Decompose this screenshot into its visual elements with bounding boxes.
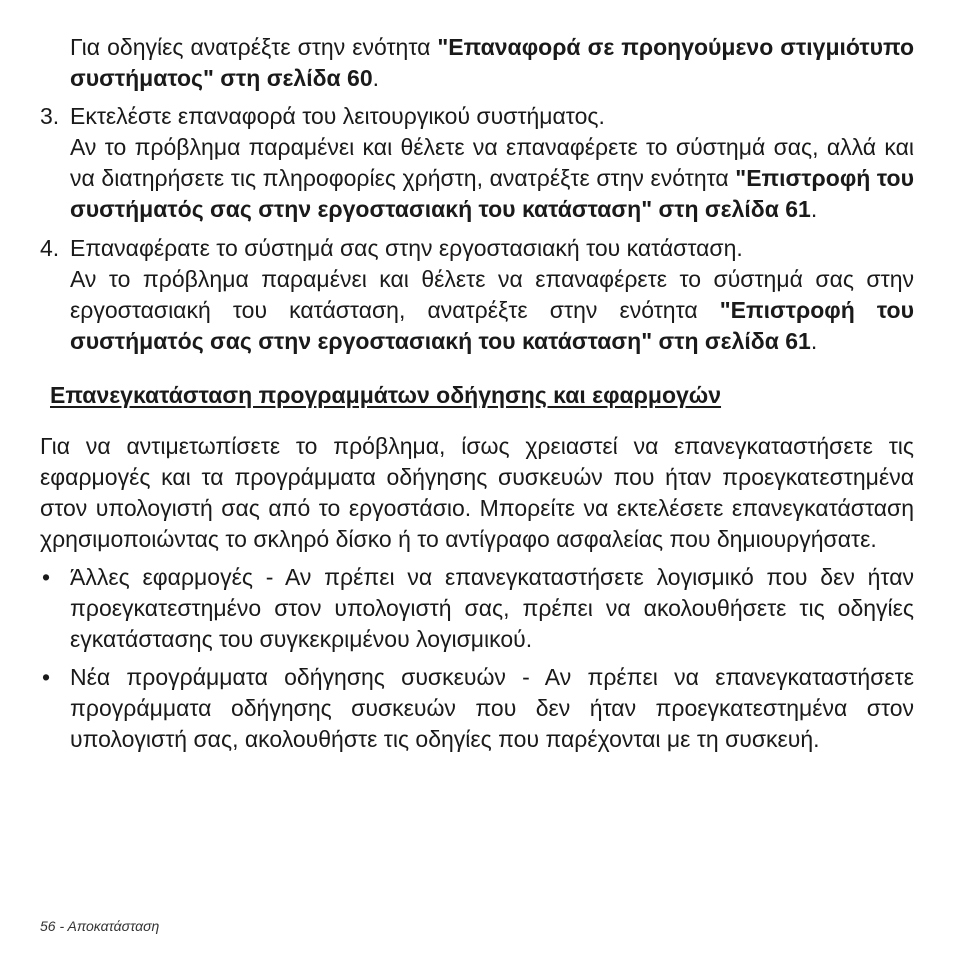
step-tail: .	[810, 328, 818, 354]
step-cross-reference[interactable]: "Επιστροφή του συστήματός σας στην εργοστασιακή του κατάσταση" στη σελίδα 61	[70, 165, 914, 222]
step-number: 4.	[40, 235, 60, 261]
section-paragraph: Για να αντιμετωπίσετε το πρόβλημα, ίσως χρειαστεί να επανεγκαταστήσετε τις εφαρμογές και τα προγράμματα οδήγησης συσκευών που ήταν προεγκατεστημένα στον υπολογιστή σας από το εργοστάσιο. Μπορείτε να εκτελέσετε επανεγκατάσταση χρησιμοποιώντας το σκληρό δίσκο ή το αντίγραφο ασφαλείας που δημιουργήσατε.	[40, 433, 914, 552]
bullet-icon: •	[42, 664, 51, 690]
step-title: Επαναφέρατε το σύστημά σας στην εργοστασιακή του κατάσταση.	[70, 235, 743, 261]
section-heading: Επανεγκατάσταση προγραμμάτων οδήγησης και εφαρμογών	[50, 382, 722, 408]
page-footer: 56 - Αποκατάσταση	[40, 918, 160, 934]
page-content	[40, 32, 914, 755]
bullet-icon: •	[42, 564, 51, 590]
step-4	[40, 233, 914, 357]
step-3	[40, 101, 914, 225]
intro-cross-reference[interactable]: "Επαναφορά σε προηγούμενο στιγμιότυπο συστήματος" στη σελίδα 60	[70, 34, 914, 91]
intro-paragraph	[40, 32, 914, 94]
bullet-item	[40, 562, 914, 655]
bullet-text: Νέα προγράμματα οδήγησης συσκευών - Αν πρέπει να επανεγκαταστήσετε προγράμματα οδήγησης συσκευών που δεν ήταν προεγκατεστημένα στον υπολογιστή σας, ακολουθήστε τις οδηγίες που παρέχονται με τη συσκευή.	[70, 664, 914, 752]
step-title: Εκτελέστε επαναφορά του λειτουργικού συστήματος.	[70, 103, 605, 129]
step-number: 3.	[40, 103, 60, 129]
step-text: Αν το πρόβλημα παραμένει και θέλετε να επαναφέρετε το σύστημά σας, αλλά και να διατηρήσετε τις πληροφορίες χρήστη, ανατρέξτε στην ενότητα	[70, 134, 914, 191]
intro-tail: .	[372, 65, 380, 91]
intro-text: Για οδηγίες ανατρέξτε στην ενότητα	[70, 34, 438, 60]
bullet-text: Άλλες εφαρμογές - Αν πρέπει να επανεγκαταστήσετε λογισμικό που δεν ήταν προεγκατεστημένο στον υπολογιστή σας, πρέπει να ακολουθήσετε τις οδηγίες εγκατάστασης του συγκεκριμένου λογισμικού.	[70, 564, 914, 652]
step-tail: .	[810, 196, 818, 222]
step-cross-reference[interactable]: "Επιστροφή του συστήματός σας στην εργοστασιακή του κατάσταση" στη σελίδα 61	[70, 297, 914, 354]
step-text: Αν το πρόβλημα παραμένει και θέλετε να επαναφέρετε το σύστημά σας στην εργοστασιακή του κατάσταση, ανατρέξτε στην ενότητα	[70, 266, 914, 323]
bullet-item	[40, 662, 914, 755]
